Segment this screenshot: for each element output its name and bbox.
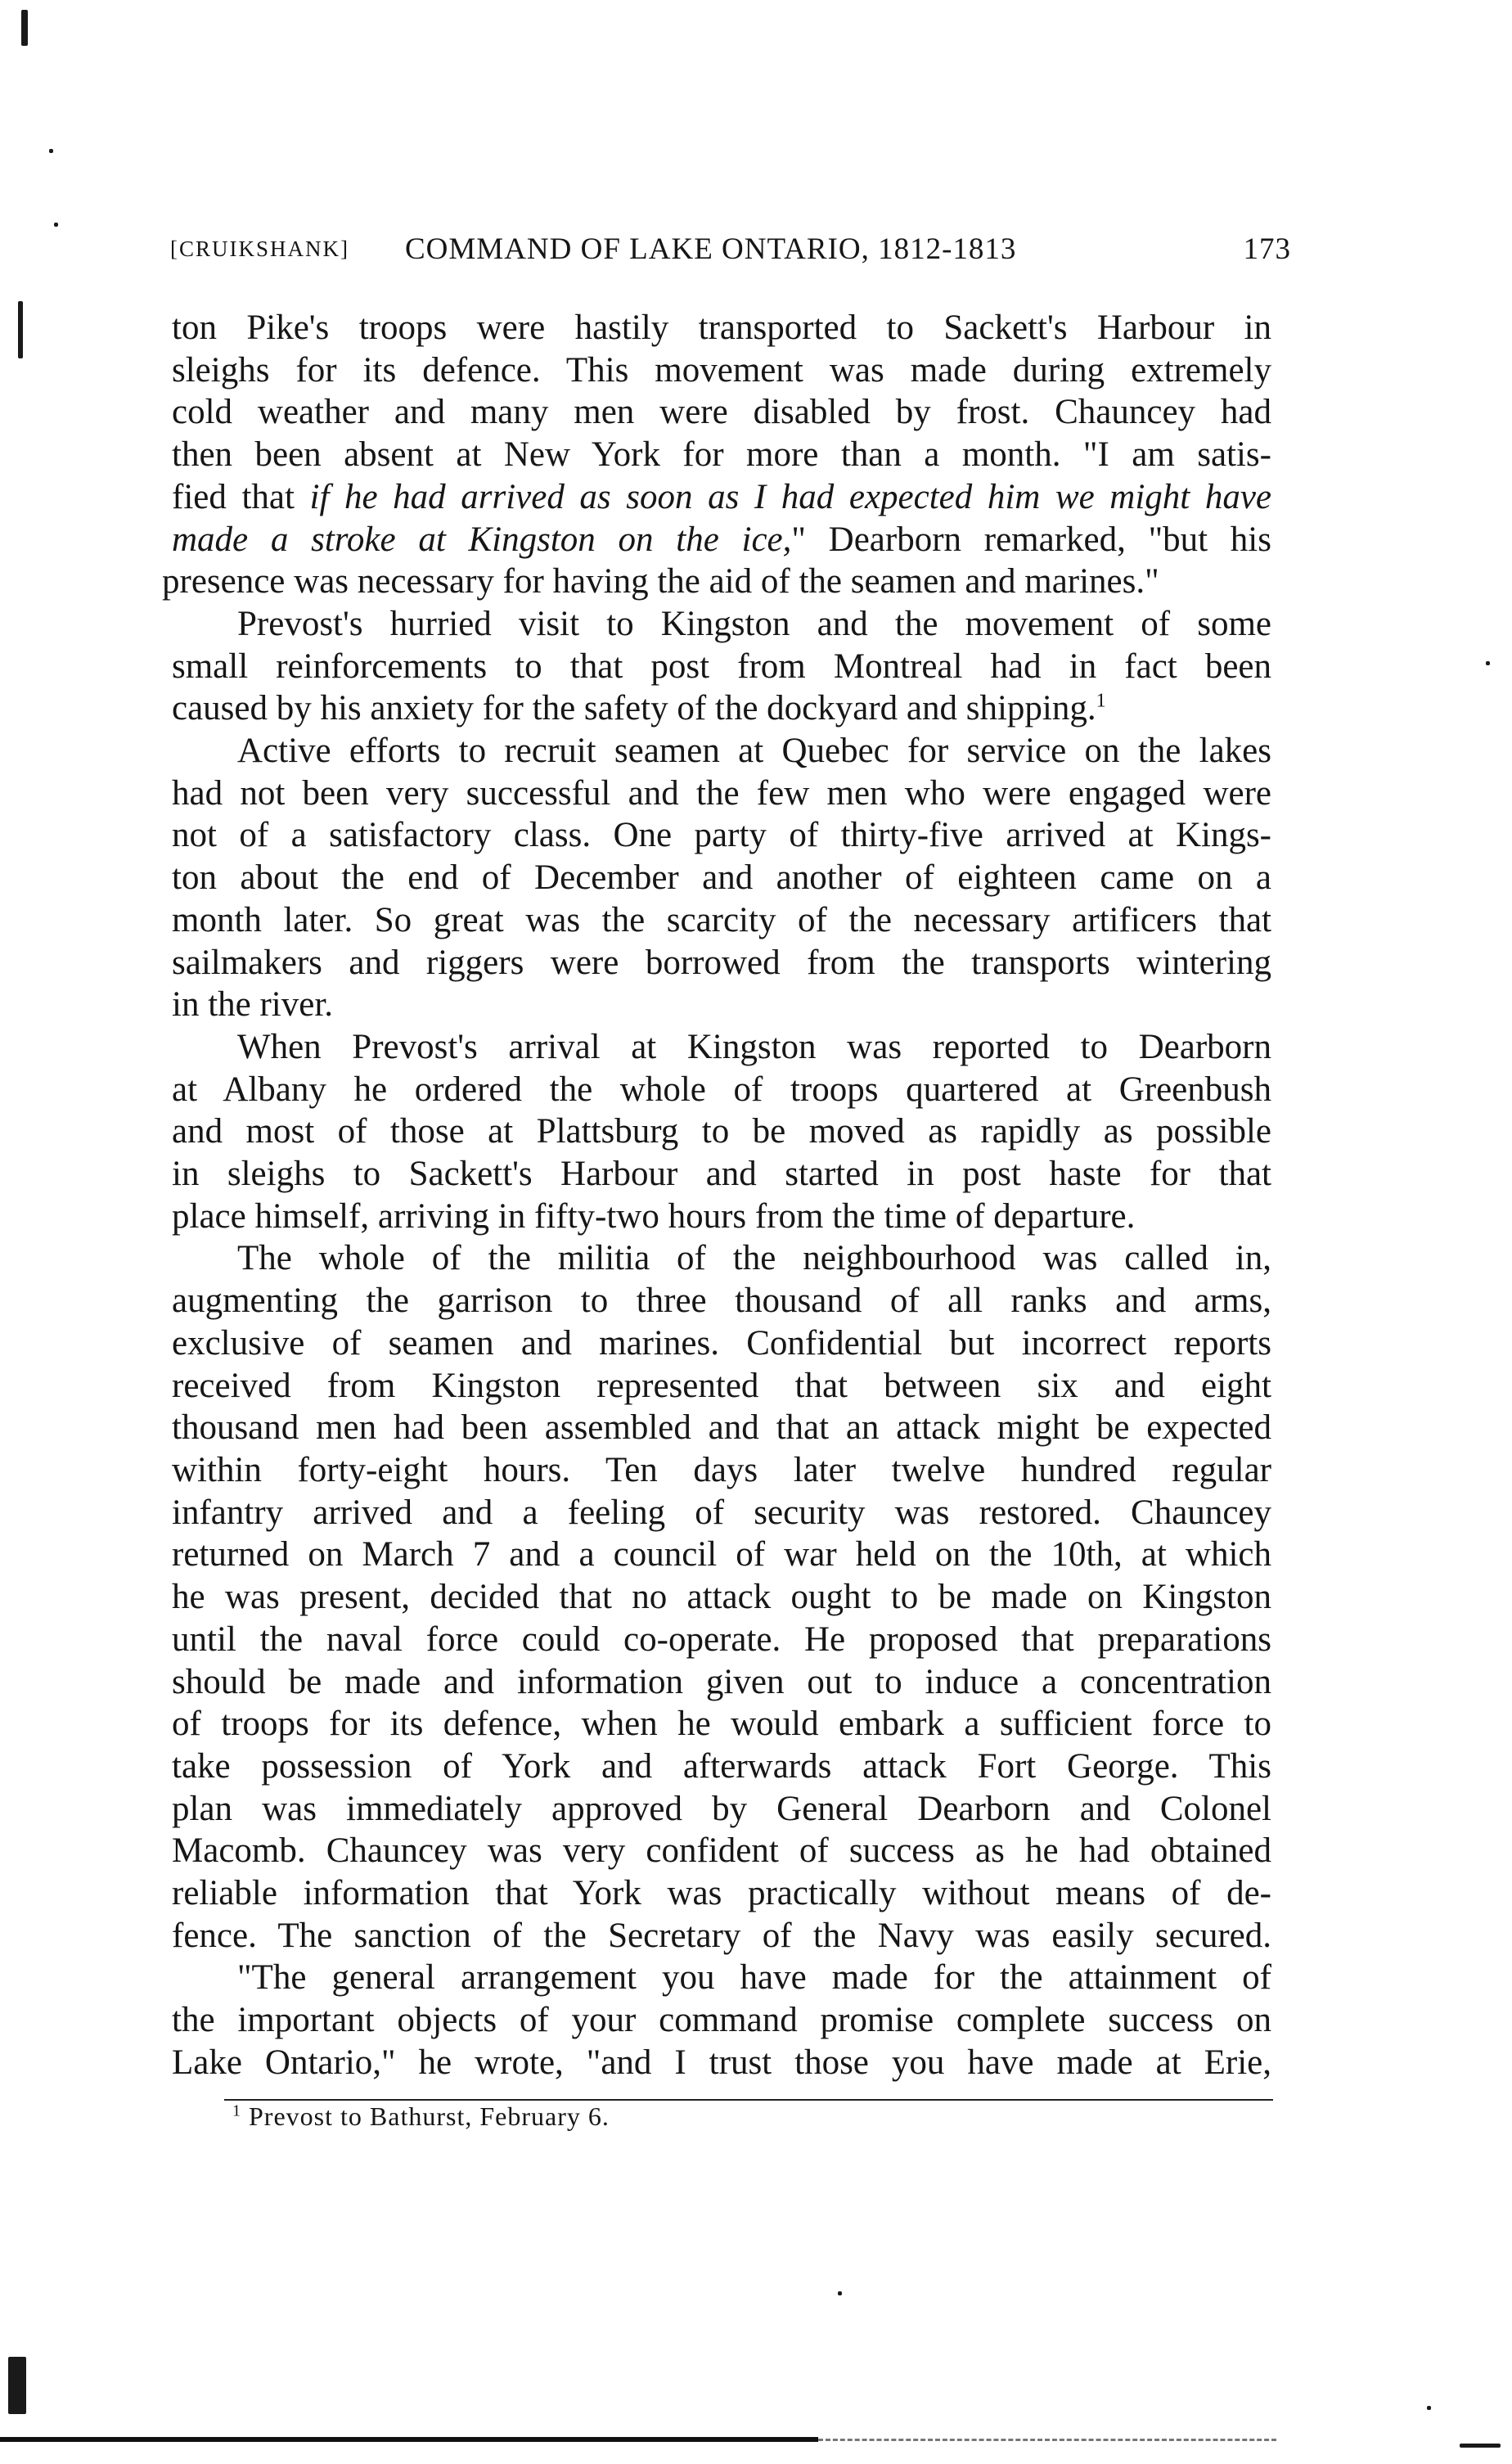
text-line: within forty-eight hours. Ten days later twelve hundred regular bbox=[172, 1450, 1271, 1489]
scan-mark bbox=[21, 10, 28, 46]
text-line: reliable information that York was practically without means of de- bbox=[172, 1874, 1271, 1913]
header-author: [CRUIKSHANK] bbox=[170, 236, 349, 261]
text-line: ton about the end of December and another of eighteen came on a bbox=[172, 858, 1271, 898]
text-line: augmenting the garrison to three thousand of all ranks and arms, bbox=[172, 1282, 1271, 1321]
text-line: had not been very successful and the few men who were engaged were bbox=[172, 773, 1271, 813]
scan-mark bbox=[49, 149, 53, 153]
text-line: he was present, decided that no attack ought to be made on Kingston bbox=[172, 1578, 1271, 1617]
text-line: "The general arrangement you have made for the attainment of bbox=[237, 1958, 1271, 1998]
text-line: thousand men had been assembled and that an attack might be expected bbox=[172, 1408, 1271, 1448]
text-line bbox=[172, 519, 1271, 561]
italic-quote: if he had arrived as soon as I had expected him we might have bbox=[309, 477, 1271, 516]
text-line bbox=[172, 687, 1271, 730]
footnote-reference: 1 bbox=[1096, 691, 1106, 712]
text-line: returned on March 7 and a council of war held on the 10th, at which bbox=[172, 1535, 1271, 1574]
text-line: cold weather and many men were disabled by frost. Chauncey had bbox=[172, 393, 1271, 432]
text-line: received from Kingston represented that between six and eight bbox=[172, 1366, 1271, 1405]
text-line: small reinforcements to that post from Montreal had in fact been bbox=[172, 646, 1271, 686]
page-number: 173 bbox=[1243, 232, 1291, 266]
italic-quote: made a stroke at Kingston on the ice, bbox=[172, 520, 792, 559]
text-line: presence was necessary for having the aid of the seamen and marines." bbox=[162, 562, 1159, 601]
text-line: take possession of York and afterwards attack Fort George. This bbox=[172, 1746, 1271, 1786]
text-line: in sleighs to Sackett's Harbour and started in post haste for that bbox=[172, 1155, 1271, 1194]
text-line: of troops for its defence, when he would embark a sufficient force to bbox=[172, 1705, 1271, 1744]
text-line: Lake Ontario," he wrote, "and I trust those you have made at Erie, bbox=[172, 2043, 1271, 2082]
scan-mark bbox=[18, 301, 23, 358]
footnote-divider bbox=[224, 2099, 1273, 2101]
scan-mark bbox=[838, 2291, 842, 2295]
footnote bbox=[232, 2101, 610, 2132]
page-bottom-edge-fade bbox=[818, 2439, 1276, 2441]
text-line: exclusive of seamen and marines. Confidential but incorrect reports bbox=[172, 1323, 1271, 1363]
text-line: Active efforts to recruit seamen at Quebec for service on the lakes bbox=[237, 732, 1271, 771]
text-line: sailmakers and riggers were borrowed from the transports wintering bbox=[172, 943, 1271, 982]
text-run: caused by his anxiety for the safety of the dockyard and shipping. bbox=[172, 689, 1096, 728]
text-line: place himself, arriving in fifty-two hours from the time of departure. bbox=[172, 1196, 1136, 1236]
header-running-title: COMMAND OF LAKE ONTARIO, 1812-1813 bbox=[405, 232, 1017, 266]
footnote-text: Prevost to Bathurst, February 6. bbox=[249, 2101, 610, 2131]
text-line: the important objects of your command promise complete success on bbox=[172, 2001, 1271, 2040]
text-line: not of a satisfactory class. One party of thirty-five arrived at Kings- bbox=[172, 816, 1271, 855]
text-line: sleighs for its defence. This movement was made during extremely bbox=[172, 350, 1271, 390]
text-line: infantry arrived and a feeling of security was restored. Chauncey bbox=[172, 1493, 1271, 1532]
text-line: should be made and information given out to induce a concentration bbox=[172, 1662, 1271, 1701]
text-line: and most of those at Plattsburg to be moved as rapidly as possible bbox=[172, 1112, 1271, 1151]
text-line: The whole of the militia of the neighbourhood was called in, bbox=[237, 1239, 1271, 1278]
scan-mark bbox=[1486, 661, 1490, 665]
text-line: in the river. bbox=[172, 985, 334, 1025]
text-line: ton Pike's troops were hastily transported to Sackett's Harbour in bbox=[172, 309, 1271, 347]
scan-mark bbox=[1427, 2406, 1431, 2410]
text-line: Macomb. Chauncey was very confident of success as he had obtained bbox=[172, 1831, 1271, 1871]
text-line: then been absent at New York for more than a month. "I am satis- bbox=[172, 435, 1271, 475]
scan-mark bbox=[1460, 2444, 1501, 2448]
text-line: month later. So great was the scarcity of the necessary artificers that bbox=[172, 900, 1271, 939]
page-bottom-edge bbox=[0, 2437, 818, 2442]
scan-mark bbox=[54, 223, 58, 227]
running-header bbox=[170, 232, 1291, 274]
footnote-marker: 1 bbox=[232, 2101, 241, 2120]
text-line: at Albany he ordered the whole of troops quartered at Greenbush bbox=[172, 1070, 1271, 1109]
text-line bbox=[172, 476, 1271, 519]
text-line: Prevost's hurried visit to Kingston and the movement of some bbox=[237, 604, 1271, 643]
text-run: " Dearborn remarked, "but his bbox=[791, 520, 1271, 559]
text-run: fied that bbox=[172, 477, 310, 516]
text-line: until the naval force could co-operate. He proposed that preparations bbox=[172, 1619, 1271, 1659]
scan-mark bbox=[8, 2357, 26, 2414]
body-text bbox=[162, 307, 1271, 2084]
text-line: fence. The sanction of the Secretary of the Navy was easily secured. bbox=[172, 1916, 1271, 1955]
text-line: When Prevost's arrival at Kingston was reported to Dearborn bbox=[237, 1027, 1271, 1066]
text-line: plan was immediately approved by General Dearborn and Colonel bbox=[172, 1789, 1271, 1828]
